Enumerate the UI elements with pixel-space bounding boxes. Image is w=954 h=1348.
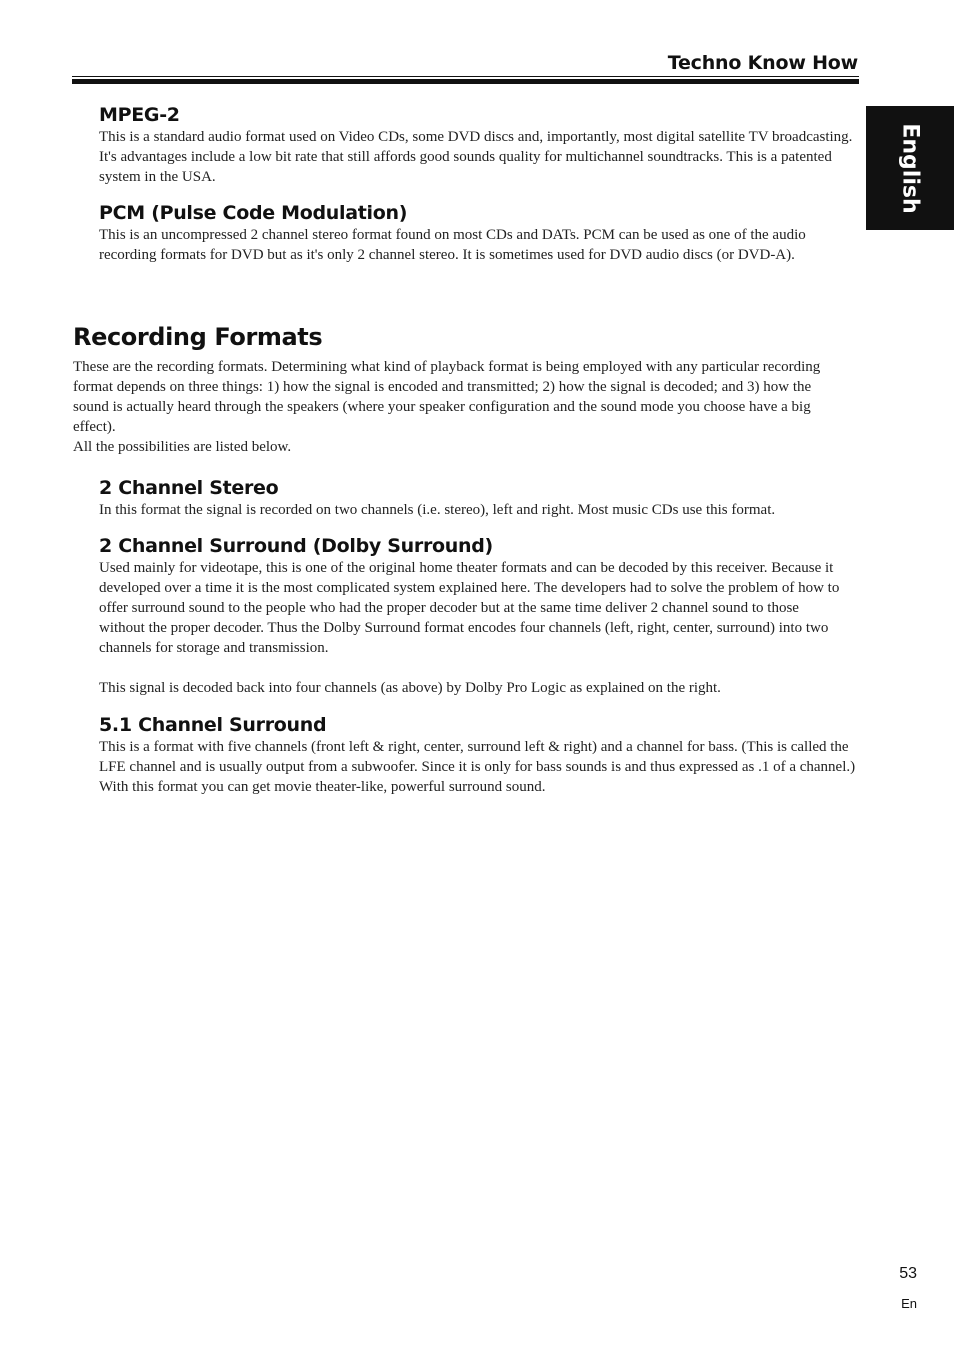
section-body: This is a standard audio format used on Video CDs, some DVD discs and, importantly, most digital satellite TV broadcasting. It's advantages include a low bit rate that still affords good sounds quality for multichannel soundtracks. This is a patented system in the USA.	[99, 129, 853, 185]
section-pcm	[99, 201, 859, 265]
section-2-channel-surround	[99, 534, 847, 698]
section-body: Used mainly for videotape, this is one of the original home theater formats and can be decoded by this receiver. Because it developed over a time it is the most complicated system explained here. The developers had to solve the problem of how to offer surround sound to the people who had the proper decoder but at the same time deliver 2 channel sound to those without the proper decoder. Thus the Dolby Surround format encodes four channels (left, right, center, surround) into two channels for storage and transmission.	[99, 560, 840, 656]
section-body-continued: All the possibilities are listed below.	[73, 439, 292, 455]
section-heading: 5.1 Channel Surround	[99, 714, 327, 736]
section-body: In this format the signal is recorded on two channels (i.e. stereo), left and right. Most music CDs use this format.	[99, 502, 776, 518]
section-recording-formats	[73, 322, 841, 457]
section-body: These are the recording formats. Determining what kind of playback format is being employed with any particular recording format depends on three things: 1) how the signal is encoded and transmitted; 2) how the signal is decoded; and 3) how the sound is actually heard through the speakers (where your speaker configuration and the sound mode you choose have a big effect).	[73, 359, 821, 435]
header-rule	[72, 79, 859, 84]
page-number: 53	[899, 1265, 917, 1282]
section-mpeg2	[99, 103, 859, 187]
page-language-code: En	[901, 1296, 917, 1311]
section-heading: MPEG-2	[99, 104, 180, 126]
section-5-1-channel-surround	[99, 713, 859, 797]
section-body-continued: This signal is decoded back into four channels (as above) by Dolby Pro Logic as explained on the right.	[99, 680, 721, 696]
language-tab-label: English	[897, 122, 923, 214]
language-tab	[866, 106, 954, 230]
section-heading: 2 Channel Surround (Dolby Surround)	[99, 535, 493, 557]
section-heading: PCM (Pulse Code Modulation)	[99, 202, 408, 224]
header-rule-thin	[72, 76, 859, 77]
section-title: Recording Formats	[73, 323, 323, 351]
section-heading: 2 Channel Stereo	[99, 477, 279, 499]
section-body: This is an uncompressed 2 channel stereo format found on most CDs and DATs. PCM can be used as one of the audio recording formats for DVD but as it's only 2 channel stereo. It is sometimes used for DVD audio discs (or DVD-A).	[99, 227, 806, 263]
section-2-channel-stereo	[99, 476, 864, 520]
page-header-title: Techno Know How	[667, 52, 858, 74]
section-body: This is a format with five channels (front left & right, center, surround left & right) and a channel for bass. (This is called the LFE channel and is usually output from a subwoofer. Since it is only for bass sounds is and thus expressed as .1 of a channel.) With this format you can get movie theater-like, powerful surround sound.	[99, 739, 856, 795]
